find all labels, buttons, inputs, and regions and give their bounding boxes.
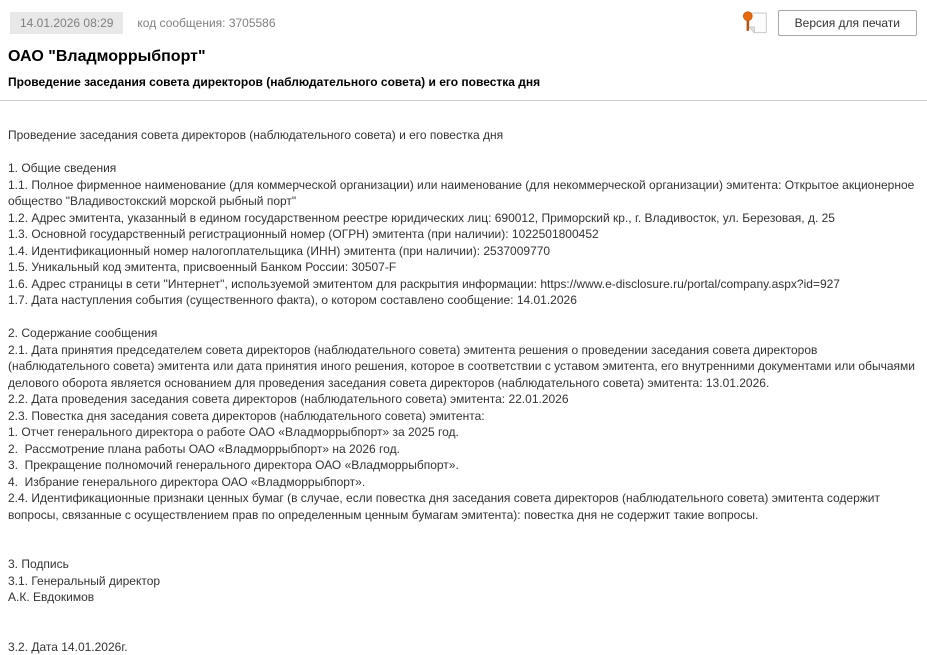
body-paragraph: 1. Отчет генерального директора о работе ОАО «Владморрыбпорт» за 2025 год.: [8, 424, 919, 441]
message-body: [0, 101, 927, 655]
body-paragraph: 2.4. Идентификационные признаки ценных бумаг (в случае, если повестка дня заседания совета директоров (наблюдательного совета) эмитента содержит вопросы, связанные с осуществлением прав по определенным ценным бумагам эмитента): повестка дня не содержит такие вопросы.: [8, 490, 919, 523]
body-paragraph: [8, 606, 919, 623]
topbar: [0, 0, 927, 37]
body-paragraph: 1.6. Адрес страницы в сети "Интернет", используемой эмитентом для раскрытия информации: https://www.e-disclosure.ru/portal/company.aspx?id=927: [8, 276, 919, 293]
print-version-button[interactable]: Версия для печати: [778, 10, 917, 36]
body-paragraph: 3.1. Генеральный директор: [8, 573, 919, 590]
body-paragraph: 1.5. Уникальный код эмитента, присвоенный Банком России: 30507-F: [8, 259, 919, 276]
body-paragraph: 2. Рассмотрение плана работы ОАО «Владморрыбпорт» на 2026 год.: [8, 441, 919, 458]
body-paragraph: 3. Подпись: [8, 556, 919, 573]
message-subject: Проведение заседания совета директоров (наблюдательного совета) и его повестка дня: [8, 75, 917, 89]
body-paragraph: 2. Содержание сообщения: [8, 325, 919, 342]
company-title: ОАО "Владморрыбпорт": [8, 48, 917, 66]
note-pin-icon: [742, 9, 768, 37]
title-block: [0, 37, 927, 89]
body-paragraph: 1.1. Полное фирменное наименование (для коммерческой организации) или наименование (для некоммерческой организации) эмитента: Открытое акционерное общество "Владивостокский морской рыбный порт": [8, 177, 919, 210]
body-paragraph: 2.3. Повестка дня заседания совета директоров (наблюдательного совета) эмитента:: [8, 408, 919, 425]
body-paragraph: 1.2. Адрес эмитента, указанный в едином государственном реестре юридических лиц: 690012, Приморский кр., г. Владивосток, ул. Березовая, д. 25: [8, 210, 919, 227]
body-paragraph: 3. Прекращение полномочий генерального директора ОАО «Владморрыбпорт».: [8, 457, 919, 474]
body-paragraph: 3.2. Дата 14.01.2026г.: [8, 639, 919, 655]
message-code: код сообщения: 3705586: [137, 16, 275, 30]
body-paragraph: 1.7. Дата наступления события (существенного факта), о котором составлено сообщение: 14.01.2026: [8, 292, 919, 309]
body-paragraph: [8, 540, 919, 557]
body-paragraph: 1. Общие сведения: [8, 160, 919, 177]
message-timestamp-badge: 14.01.2026 08:29: [10, 12, 123, 34]
body-paragraph: [8, 622, 919, 639]
body-paragraph: [8, 523, 919, 540]
body-paragraph: 1.3. Основной государственный регистрационный номер (ОГРН) эмитента (при наличии): 1022501800452: [8, 226, 919, 243]
body-paragraph: [8, 309, 919, 326]
body-paragraph: 2.2. Дата проведения заседания совета директоров (наблюдательного совета) эмитента: 22.01.2026: [8, 391, 919, 408]
body-paragraph: [8, 144, 919, 161]
body-paragraph: 1.4. Идентификационный номер налогоплательщика (ИНН) эмитента (при наличии): 2537009770: [8, 243, 919, 260]
body-paragraph: А.К. Евдокимов: [8, 589, 919, 606]
body-paragraph: 4. Избрание генерального директора ОАО «Владморрыбпорт».: [8, 474, 919, 491]
body-paragraph: Проведение заседания совета директоров (наблюдательного совета) и его повестка дня: [8, 127, 919, 144]
body-paragraph: 2.1. Дата принятия председателем совета директоров (наблюдательного совета) эмитента решения о проведении заседания совета директоров (наблюдательного совета) эмитента или дата принятия иного решения, которое в соответствии с уставом эмитента, его внутренними документами или обычаями делового оборота является основанием для проведения заседания совета директоров (наблюдательного совета) эмитента: 13.01.2026.: [8, 342, 919, 392]
